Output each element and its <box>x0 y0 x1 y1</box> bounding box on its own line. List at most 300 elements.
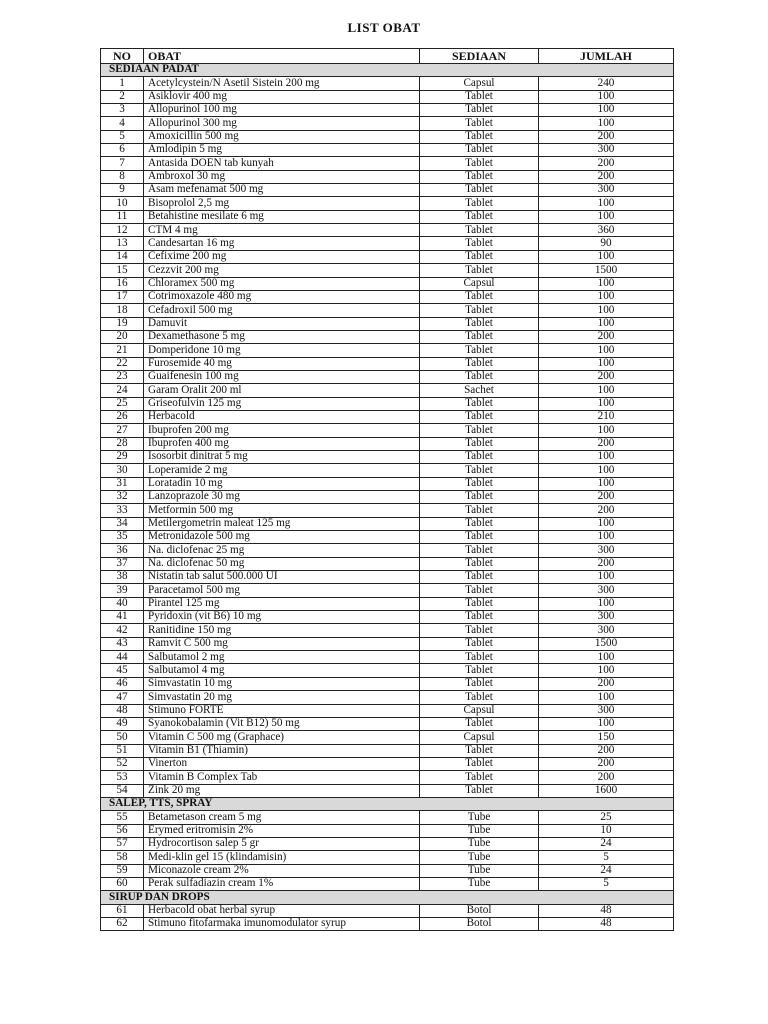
cell-jumlah: 5 <box>539 877 674 890</box>
cell-no: 56 <box>101 824 144 837</box>
cell-jumlah: 200 <box>539 130 674 143</box>
cell-jumlah: 100 <box>539 384 674 397</box>
table-row <box>101 824 674 837</box>
cell-jumlah: 100 <box>539 651 674 664</box>
cell-obat: Miconazole cream 2% <box>144 864 420 877</box>
cell-jumlah: 100 <box>539 531 674 544</box>
cell-no: 26 <box>101 410 144 423</box>
cell-sediaan: Tablet <box>420 104 539 117</box>
cell-jumlah: 25 <box>539 811 674 824</box>
cell-no: 33 <box>101 504 144 517</box>
cell-obat: CTM 4 mg <box>144 224 420 237</box>
cell-sediaan: Tube <box>420 837 539 850</box>
cell-sediaan: Capsul <box>420 731 539 744</box>
cell-jumlah: 100 <box>539 450 674 463</box>
cell-no: 8 <box>101 170 144 183</box>
cell-obat: Domperidone 10 mg <box>144 344 420 357</box>
cell-jumlah: 300 <box>539 184 674 197</box>
cell-sediaan: Tablet <box>420 517 539 530</box>
table-row <box>101 744 674 757</box>
cell-obat: Herbacold obat herbal syrup <box>144 904 420 917</box>
cell-obat: Ibuprofen 400 mg <box>144 437 420 450</box>
cell-sediaan: Tablet <box>420 250 539 263</box>
cell-sediaan: Tablet <box>420 157 539 170</box>
table-row <box>101 904 674 917</box>
table-row <box>101 237 674 250</box>
cell-sediaan: Tablet <box>420 130 539 143</box>
cell-no: 15 <box>101 264 144 277</box>
cell-obat: Damuvit <box>144 317 420 330</box>
cell-obat: Cotrimoxazole 480 mg <box>144 290 420 303</box>
table-row <box>101 357 674 370</box>
cell-sediaan: Capsul <box>420 277 539 290</box>
cell-sediaan: Tablet <box>420 637 539 650</box>
cell-sediaan: Tablet <box>420 624 539 637</box>
cell-obat: Antasida DOEN tab kunyah <box>144 157 420 170</box>
cell-sediaan: Tablet <box>420 330 539 343</box>
cell-jumlah: 300 <box>539 611 674 624</box>
cell-no: 4 <box>101 117 144 130</box>
cell-no: 54 <box>101 784 144 797</box>
cell-jumlah: 100 <box>539 597 674 610</box>
table-row <box>101 224 674 237</box>
cell-obat: Pyridoxin (vit B6) 10 mg <box>144 611 420 624</box>
cell-obat: Herbacold <box>144 410 420 423</box>
cell-sediaan: Tablet <box>420 117 539 130</box>
cell-no: 42 <box>101 624 144 637</box>
table-row <box>101 864 674 877</box>
cell-no: 18 <box>101 304 144 317</box>
table-row <box>101 584 674 597</box>
cell-jumlah: 200 <box>539 330 674 343</box>
cell-jumlah: 100 <box>539 357 674 370</box>
table-row <box>101 504 674 517</box>
cell-no: 36 <box>101 544 144 557</box>
table-row <box>101 557 674 570</box>
cell-no: 32 <box>101 491 144 504</box>
cell-obat: Vitamin B Complex Tab <box>144 771 420 784</box>
table-row <box>101 464 674 477</box>
table-row <box>101 477 674 490</box>
cell-jumlah: 100 <box>539 290 674 303</box>
cell-sediaan: Tablet <box>420 744 539 757</box>
cell-obat: Simvastatin 20 mg <box>144 691 420 704</box>
cell-sediaan: Tablet <box>420 397 539 410</box>
cell-jumlah: 24 <box>539 864 674 877</box>
cell-no: 10 <box>101 197 144 210</box>
cell-jumlah: 100 <box>539 691 674 704</box>
cell-jumlah: 100 <box>539 717 674 730</box>
cell-obat: Salbutamol 2 mg <box>144 651 420 664</box>
cell-sediaan: Tablet <box>420 210 539 223</box>
table-row <box>101 450 674 463</box>
cell-jumlah: 100 <box>539 344 674 357</box>
cell-no: 55 <box>101 811 144 824</box>
table-row <box>101 144 674 157</box>
cell-jumlah: 100 <box>539 317 674 330</box>
cell-jumlah: 300 <box>539 704 674 717</box>
cell-no: 52 <box>101 757 144 770</box>
cell-jumlah: 200 <box>539 170 674 183</box>
table-row <box>101 410 674 423</box>
cell-no: 6 <box>101 144 144 157</box>
cell-no: 14 <box>101 250 144 263</box>
cell-jumlah: 240 <box>539 77 674 90</box>
cell-sediaan: Tablet <box>420 544 539 557</box>
cell-jumlah: 200 <box>539 771 674 784</box>
cell-jumlah: 100 <box>539 304 674 317</box>
cell-jumlah: 200 <box>539 677 674 690</box>
table-row <box>101 651 674 664</box>
cell-no: 12 <box>101 224 144 237</box>
cell-sediaan: Capsul <box>420 704 539 717</box>
cell-sediaan: Tablet <box>420 370 539 383</box>
section-title: SEDIAAN PADAT <box>101 64 674 77</box>
cell-obat: Vitamin C 500 mg (Graphace) <box>144 731 420 744</box>
cell-jumlah: 300 <box>539 544 674 557</box>
table-row <box>101 611 674 624</box>
section-title: SIRUP DAN DROPS <box>101 891 674 904</box>
cell-sediaan: Tablet <box>420 784 539 797</box>
cell-jumlah: 100 <box>539 571 674 584</box>
cell-sediaan: Tablet <box>420 144 539 157</box>
cell-obat: Griseofulvin 125 mg <box>144 397 420 410</box>
cell-no: 11 <box>101 210 144 223</box>
cell-jumlah: 300 <box>539 624 674 637</box>
cell-sediaan: Tablet <box>420 237 539 250</box>
cell-jumlah: 5 <box>539 851 674 864</box>
cell-obat: Stimuno fitofarmaka imunomodulator syrup <box>144 918 420 931</box>
cell-sediaan: Tablet <box>420 771 539 784</box>
table-row <box>101 664 674 677</box>
table-row <box>101 717 674 730</box>
cell-obat: Betametason cream 5 mg <box>144 811 420 824</box>
cell-obat: Ambroxol 30 mg <box>144 170 420 183</box>
table-row <box>101 731 674 744</box>
cell-no: 40 <box>101 597 144 610</box>
cell-obat: Allopurinol 300 mg <box>144 117 420 130</box>
table-row <box>101 544 674 557</box>
cell-jumlah: 150 <box>539 731 674 744</box>
table-row <box>101 264 674 277</box>
cell-obat: Acetylcystein/N Asetil Sistein 200 mg <box>144 77 420 90</box>
cell-no: 41 <box>101 611 144 624</box>
table-row <box>101 851 674 864</box>
cell-obat: Ranitidine 150 mg <box>144 624 420 637</box>
table-row <box>101 317 674 330</box>
cell-obat: Vitamin B1 (Thiamin) <box>144 744 420 757</box>
table-row <box>101 424 674 437</box>
cell-sediaan: Tablet <box>420 717 539 730</box>
cell-no: 7 <box>101 157 144 170</box>
cell-jumlah: 100 <box>539 104 674 117</box>
cell-obat: Perak sulfadiazin cream 1% <box>144 877 420 890</box>
cell-obat: Loperamide 2 mg <box>144 464 420 477</box>
cell-sediaan: Capsul <box>420 77 539 90</box>
cell-no: 3 <box>101 104 144 117</box>
cell-obat: Paracetamol 500 mg <box>144 584 420 597</box>
cell-no: 39 <box>101 584 144 597</box>
cell-no: 60 <box>101 877 144 890</box>
section-header-row <box>101 64 674 77</box>
table-row <box>101 704 674 717</box>
cell-sediaan: Tablet <box>420 504 539 517</box>
cell-jumlah: 210 <box>539 410 674 423</box>
cell-sediaan: Tablet <box>420 450 539 463</box>
cell-obat: Stimuno FORTE <box>144 704 420 717</box>
cell-no: 47 <box>101 691 144 704</box>
cell-obat: Pirantel 125 mg <box>144 597 420 610</box>
cell-obat: Dexamethasone 5 mg <box>144 330 420 343</box>
cell-sediaan: Tablet <box>420 557 539 570</box>
cell-jumlah: 100 <box>539 664 674 677</box>
cell-obat: Salbutamol 4 mg <box>144 664 420 677</box>
header-jumlah: JUMLAH <box>539 49 674 64</box>
cell-no: 44 <box>101 651 144 664</box>
table-row <box>101 877 674 890</box>
cell-no: 25 <box>101 397 144 410</box>
cell-jumlah: 100 <box>539 424 674 437</box>
cell-no: 48 <box>101 704 144 717</box>
cell-jumlah: 100 <box>539 477 674 490</box>
table-row <box>101 837 674 850</box>
cell-jumlah: 300 <box>539 584 674 597</box>
cell-obat: Metformin 500 mg <box>144 504 420 517</box>
cell-sediaan: Tablet <box>420 424 539 437</box>
table-row <box>101 571 674 584</box>
cell-no: 62 <box>101 918 144 931</box>
cell-obat: Garam Oralit 200 ml <box>144 384 420 397</box>
cell-jumlah: 300 <box>539 144 674 157</box>
cell-sediaan: Botol <box>420 904 539 917</box>
table-row <box>101 157 674 170</box>
cell-no: 20 <box>101 330 144 343</box>
header-no: NO <box>101 49 144 64</box>
cell-sediaan: Tablet <box>420 357 539 370</box>
cell-no: 51 <box>101 744 144 757</box>
cell-no: 31 <box>101 477 144 490</box>
cell-sediaan: Tablet <box>420 410 539 423</box>
table-row <box>101 637 674 650</box>
table-row <box>101 691 674 704</box>
cell-sediaan: Tablet <box>420 691 539 704</box>
cell-no: 19 <box>101 317 144 330</box>
table-row <box>101 370 674 383</box>
cell-obat: Guaifenesin 100 mg <box>144 370 420 383</box>
cell-no: 1 <box>101 77 144 90</box>
cell-obat: Erymed eritromisin 2% <box>144 824 420 837</box>
cell-sediaan: Tablet <box>420 224 539 237</box>
table-row <box>101 531 674 544</box>
cell-sediaan: Tablet <box>420 491 539 504</box>
cell-jumlah: 100 <box>539 277 674 290</box>
cell-no: 2 <box>101 90 144 103</box>
table-row <box>101 624 674 637</box>
table-row <box>101 437 674 450</box>
table-row <box>101 210 674 223</box>
table-row <box>101 330 674 343</box>
cell-sediaan: Tablet <box>420 304 539 317</box>
cell-obat: Ramvit C 500 mg <box>144 637 420 650</box>
cell-jumlah: 200 <box>539 757 674 770</box>
cell-obat: Allopurinol 100 mg <box>144 104 420 117</box>
cell-jumlah: 10 <box>539 824 674 837</box>
cell-no: 50 <box>101 731 144 744</box>
cell-no: 29 <box>101 450 144 463</box>
cell-sediaan: Tablet <box>420 571 539 584</box>
page-title: LIST OBAT <box>347 20 421 35</box>
cell-sediaan: Tablet <box>420 477 539 490</box>
cell-obat: Hydrocortison salep 5 gr <box>144 837 420 850</box>
cell-jumlah: 1600 <box>539 784 674 797</box>
cell-jumlah: 100 <box>539 197 674 210</box>
cell-sediaan: Tube <box>420 811 539 824</box>
table-row <box>101 344 674 357</box>
cell-sediaan: Tablet <box>420 531 539 544</box>
cell-jumlah: 200 <box>539 557 674 570</box>
cell-sediaan: Tablet <box>420 651 539 664</box>
cell-jumlah: 100 <box>539 90 674 103</box>
cell-no: 27 <box>101 424 144 437</box>
cell-sediaan: Tablet <box>420 597 539 610</box>
cell-no: 35 <box>101 531 144 544</box>
cell-no: 5 <box>101 130 144 143</box>
cell-no: 59 <box>101 864 144 877</box>
table-row <box>101 811 674 824</box>
cell-obat: Na. diclofenac 25 mg <box>144 544 420 557</box>
cell-jumlah: 100 <box>539 117 674 130</box>
cell-sediaan: Tablet <box>420 317 539 330</box>
cell-jumlah: 90 <box>539 237 674 250</box>
table-row <box>101 677 674 690</box>
cell-obat: Cefixime 200 mg <box>144 250 420 263</box>
cell-obat: Medi-klin gel 15 (klindamisin) <box>144 851 420 864</box>
section-header-row <box>101 891 674 904</box>
table-row <box>101 290 674 303</box>
table-row <box>101 170 674 183</box>
section-title: SALEP, TTS, SPRAY <box>101 797 674 810</box>
cell-sediaan: Tablet <box>420 197 539 210</box>
table-row <box>101 277 674 290</box>
cell-jumlah: 1500 <box>539 637 674 650</box>
table-row <box>101 771 674 784</box>
table-row <box>101 104 674 117</box>
cell-jumlah: 48 <box>539 904 674 917</box>
medicine-table <box>100 48 674 931</box>
cell-jumlah: 200 <box>539 491 674 504</box>
cell-sediaan: Tablet <box>420 344 539 357</box>
table-row <box>101 90 674 103</box>
cell-sediaan: Tablet <box>420 584 539 597</box>
table-row <box>101 918 674 931</box>
cell-obat: Simvastatin 10 mg <box>144 677 420 690</box>
cell-jumlah: 100 <box>539 210 674 223</box>
cell-sediaan: Botol <box>420 918 539 931</box>
cell-no: 49 <box>101 717 144 730</box>
cell-no: 46 <box>101 677 144 690</box>
cell-obat: Metronidazole 500 mg <box>144 531 420 544</box>
cell-jumlah: 200 <box>539 437 674 450</box>
cell-obat: Asiklovir 400 mg <box>144 90 420 103</box>
table-row <box>101 197 674 210</box>
cell-no: 23 <box>101 370 144 383</box>
cell-no: 37 <box>101 557 144 570</box>
cell-no: 53 <box>101 771 144 784</box>
cell-no: 34 <box>101 517 144 530</box>
cell-jumlah: 100 <box>539 250 674 263</box>
cell-sediaan: Tablet <box>420 664 539 677</box>
cell-sediaan: Tablet <box>420 757 539 770</box>
cell-obat: Nistatin tab salut 500.000 UI <box>144 571 420 584</box>
cell-jumlah: 200 <box>539 504 674 517</box>
cell-sediaan: Tube <box>420 864 539 877</box>
cell-no: 58 <box>101 851 144 864</box>
section-header-row <box>101 797 674 810</box>
cell-obat: Ibuprofen 200 mg <box>144 424 420 437</box>
table-row <box>101 77 674 90</box>
table-row <box>101 757 674 770</box>
cell-no: 30 <box>101 464 144 477</box>
table-row <box>101 184 674 197</box>
cell-no: 43 <box>101 637 144 650</box>
cell-no: 45 <box>101 664 144 677</box>
cell-obat: Cefadroxil 500 mg <box>144 304 420 317</box>
cell-no: 38 <box>101 571 144 584</box>
cell-obat: Na. diclofenac 50 mg <box>144 557 420 570</box>
cell-jumlah: 200 <box>539 370 674 383</box>
cell-jumlah: 100 <box>539 464 674 477</box>
table-row <box>101 250 674 263</box>
table-row <box>101 597 674 610</box>
cell-no: 17 <box>101 290 144 303</box>
cell-obat: Bisoprolol 2,5 mg <box>144 197 420 210</box>
cell-sediaan: Tablet <box>420 437 539 450</box>
cell-sediaan: Tablet <box>420 264 539 277</box>
cell-obat: Isosorbit dinitrat 5 mg <box>144 450 420 463</box>
cell-no: 57 <box>101 837 144 850</box>
table-row <box>101 397 674 410</box>
cell-sediaan: Tablet <box>420 170 539 183</box>
cell-obat: Amlodipin 5 mg <box>144 144 420 157</box>
cell-sediaan: Tube <box>420 824 539 837</box>
cell-sediaan: Tablet <box>420 290 539 303</box>
cell-obat: Amoxicillin 500 mg <box>144 130 420 143</box>
header-obat: OBAT <box>144 49 420 64</box>
cell-obat: Chloramex 500 mg <box>144 277 420 290</box>
cell-sediaan: Tablet <box>420 611 539 624</box>
cell-obat: Syanokobalamin (Vit B12) 50 mg <box>144 717 420 730</box>
cell-sediaan: Tablet <box>420 184 539 197</box>
cell-no: 9 <box>101 184 144 197</box>
cell-obat: Asam mefenamat 500 mg <box>144 184 420 197</box>
cell-sediaan: Sachet <box>420 384 539 397</box>
cell-sediaan: Tablet <box>420 464 539 477</box>
cell-no: 61 <box>101 904 144 917</box>
cell-obat: Cezzvit 200 mg <box>144 264 420 277</box>
cell-obat: Zink 20 mg <box>144 784 420 797</box>
cell-sediaan: Tube <box>420 877 539 890</box>
table-row <box>101 117 674 130</box>
cell-jumlah: 360 <box>539 224 674 237</box>
cell-obat: Lanzoprazole 30 mg <box>144 491 420 504</box>
cell-sediaan: Tablet <box>420 90 539 103</box>
cell-obat: Betahistine mesilate 6 mg <box>144 210 420 223</box>
table-row <box>101 784 674 797</box>
cell-obat: Candesartan 16 mg <box>144 237 420 250</box>
cell-no: 13 <box>101 237 144 250</box>
table-header-row <box>101 49 674 64</box>
cell-jumlah: 1500 <box>539 264 674 277</box>
